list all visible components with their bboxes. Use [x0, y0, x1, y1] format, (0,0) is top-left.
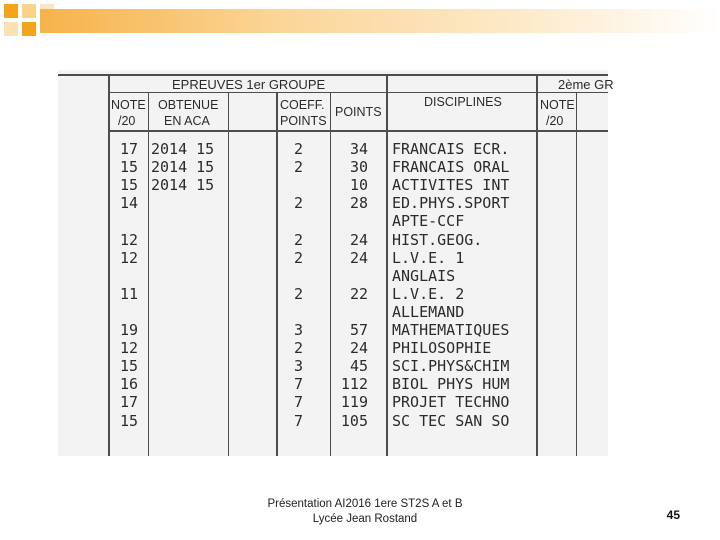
points-cell: 105: [340, 411, 368, 430]
header-gradient-bar: [40, 9, 720, 33]
note-cell: 17: [119, 393, 138, 412]
note-cell: 12: [119, 248, 138, 267]
note-cell: 12: [119, 339, 138, 358]
obtenue-cell: 2014 15: [151, 140, 215, 158]
note-cell: 15: [119, 158, 138, 177]
group1-title: EPREUVES 1er GROUPE: [172, 77, 326, 92]
coeff-cell: 3: [293, 321, 303, 339]
discipline-cell: L.V.E. 2: [392, 284, 465, 303]
header-decoration-square: [22, 4, 36, 18]
table-rule: [576, 92, 577, 456]
header-decoration-square: [4, 22, 18, 36]
discipline-cell: ALLEMAND: [392, 302, 465, 321]
points-cell: 10: [349, 176, 368, 195]
note-cell: 16: [119, 375, 138, 394]
coeff-cell: 7: [293, 411, 303, 430]
table-rule: [108, 92, 608, 93]
note-cell: 15: [119, 411, 138, 430]
page-number: 45: [666, 508, 680, 522]
obtenue-cell: 2014 15: [151, 176, 215, 195]
note-cell: 12: [119, 230, 138, 249]
discipline-cell: ANGLAIS: [392, 266, 456, 285]
discipline-cell: SCI.PHYS&CHIM: [392, 357, 510, 376]
table-rule: [148, 92, 149, 456]
discipline-cell: ED.PHYS.SPORT: [392, 194, 510, 213]
points-cell: 34: [349, 140, 368, 158]
coeff-cell: 2: [293, 158, 303, 177]
points-cell: 45: [349, 357, 368, 376]
coeff-cell: 7: [293, 375, 303, 394]
discipline-cell: L.V.E. 1: [392, 248, 465, 267]
points-cell: 24: [349, 339, 368, 358]
coeff-cell: 2: [293, 140, 303, 158]
note-cell: 17: [119, 140, 138, 158]
points-cell: 28: [349, 194, 368, 213]
coeff-cell: 2: [293, 339, 303, 358]
col-obtenue-header-2: EN ACA: [164, 114, 210, 128]
slide-footer: [200, 497, 530, 527]
discipline-cell: MATHEMATIQUES: [392, 321, 510, 339]
col-coeff-header: COEFF.: [280, 98, 325, 112]
table-rule: [276, 92, 278, 456]
discipline-cell: APTE-CCF: [392, 212, 465, 231]
points-cell: 30: [349, 158, 368, 177]
col-note2-header: NOTE: [540, 98, 575, 112]
scanned-grade-table: [58, 70, 614, 456]
table-rule: [386, 74, 388, 456]
note-cell: 14: [119, 194, 138, 213]
points-cell: 24: [349, 248, 368, 267]
coeff-cell: 2: [293, 284, 303, 303]
note-cell: 15: [119, 357, 138, 376]
coeff-cell: 7: [293, 393, 303, 412]
col-coeff-header-2: POINTS: [280, 114, 327, 128]
col-note2-header-unit: /20: [546, 114, 564, 128]
header-decoration-square: [4, 4, 18, 18]
points-cell: 24: [349, 230, 368, 249]
col-note-header-unit: /20: [118, 114, 136, 128]
footer-line-2: Lycée Jean Rostand: [312, 513, 418, 525]
table-rule: [330, 92, 331, 456]
discipline-cell: PROJET TECHNO: [392, 393, 510, 412]
coeff-cell: 2: [293, 230, 303, 249]
obtenue-cell: 2014 15: [151, 158, 215, 177]
discipline-cell: ACTIVITES INT: [392, 176, 510, 195]
note-cell: 11: [119, 284, 138, 303]
note-cell: 19: [119, 321, 138, 339]
col-disciplines-header: DISCIPLINES: [424, 95, 502, 109]
note-cell: 15: [119, 176, 138, 195]
header-decoration-square: [22, 22, 36, 36]
footer-line-1: Présentation AI2016 1ere ST2S A et B: [267, 498, 463, 510]
points-cell: 57: [349, 321, 368, 339]
coeff-cell: 2: [293, 248, 303, 267]
discipline-cell: FRANCAIS ORAL: [392, 158, 510, 177]
col-points-header: POINTS: [335, 105, 382, 119]
discipline-cell: HIST.GEOG.: [392, 230, 483, 249]
discipline-cell: SC TEC SAN SO: [392, 411, 510, 430]
points-cell: 119: [340, 393, 368, 412]
table-rule: [58, 74, 608, 76]
points-cell: 22: [349, 284, 368, 303]
table-rule: [108, 74, 110, 456]
points-cell: 112: [340, 375, 368, 394]
col-note-header: NOTE: [111, 98, 146, 112]
coeff-cell: 3: [293, 357, 303, 376]
table-rule: [108, 130, 608, 132]
group2-title: 2ème GR: [558, 77, 614, 92]
discipline-cell: PHILOSOPHIE: [392, 339, 492, 358]
discipline-cell: BIOL PHYS HUM: [392, 375, 510, 394]
col-obtenue-header: OBTENUE: [158, 98, 219, 112]
coeff-cell: 2: [293, 194, 303, 213]
discipline-cell: FRANCAIS ECR.: [392, 140, 510, 158]
